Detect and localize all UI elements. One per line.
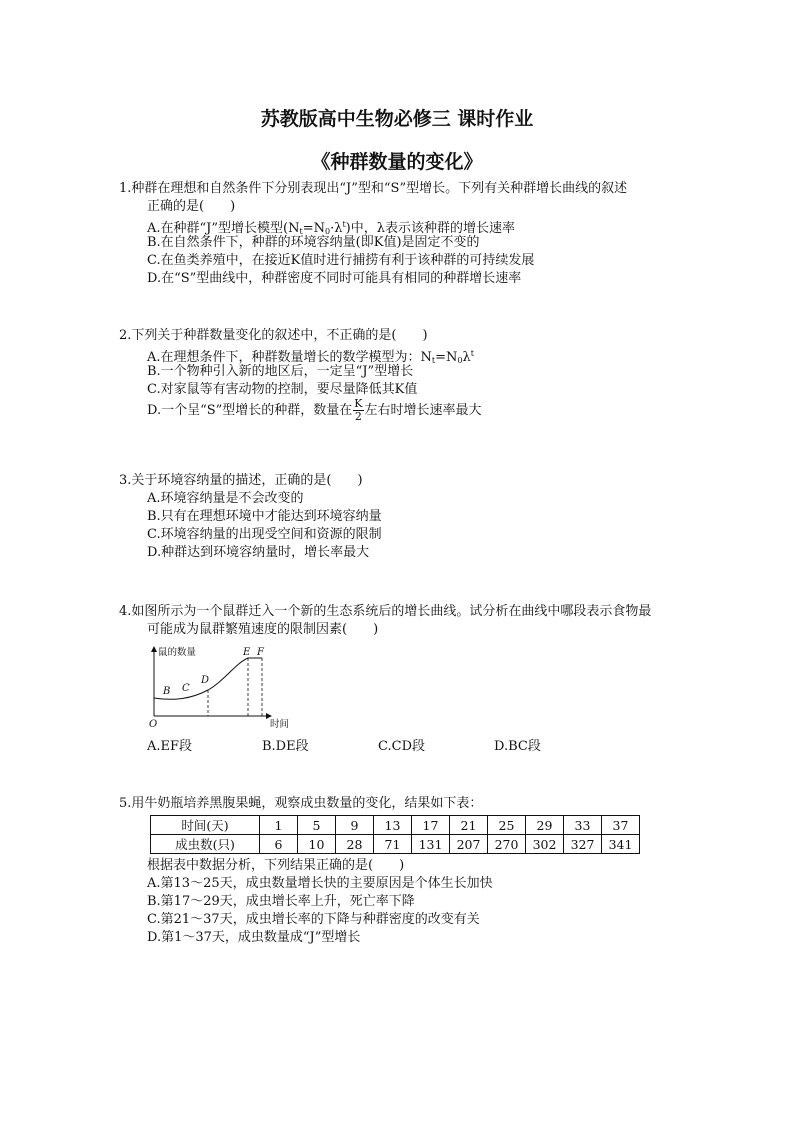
q1-option-b: B.在自然条件下，种群的环境容纳量(即K值)是固定不变的 [147,235,480,250]
table-cell: 71 [374,835,412,854]
origin-label: O [149,719,158,730]
q2-option-d: D.一个呈“S”型增长的种群，数量在 $\frac{K}{2}$ 左右时增长速率最大 [147,397,482,423]
table-header-counts: 成虫数(只) [151,835,260,854]
q1-stem: 1.种群在理想和自然条件下分别表现出“J”型和“S”型增长。下列有关种群增长曲线的叙述 [119,181,628,196]
fruitfly-data-table [150,815,640,854]
q3-option-c: C.环境容纳量的出现受空间和资源的限制 [147,527,382,542]
point-b-label: B [163,686,171,697]
q4-option-a: A.EF段 [147,739,193,754]
table-cell: 131 [412,835,450,854]
table-cell: 21 [450,816,488,835]
q5-option-b: B.第17～29天，成虫增长率上升，死亡率下降 [147,894,415,909]
table-cell: 33 [564,816,602,835]
q2-option-a: A.在理想条件下，种群数量增长的数学模型为：$N_t=N_0\lambda^t$ [147,349,474,365]
q2-option-b: B.一个物种引入新的地区后，一定呈“J”型增长 [147,364,414,379]
table-cell: 13 [374,816,412,835]
q5-stem: 5.用牛奶瓶培养黑腹果蝇，观察成虫数量的变化，结果如下表： [119,796,483,811]
point-e-label: E [243,647,251,658]
mouse-growth-curve-figure [146,643,296,731]
y-axis-label: 鼠的数量 [158,647,197,658]
table-cell: 5 [298,816,336,835]
q4-option-c: C.CD段 [378,739,425,754]
table-cell: 29 [526,816,564,835]
q3-option-d: D.种群达到环境容纳量时，增长率最大 [147,545,370,560]
page-subtitle: 《种群数量的变化》 [311,151,483,173]
q2-stem: 2.下列关于种群数量变化的叙述中，不正确的是( ) [119,328,428,343]
x-axis-label: 时间 [270,719,290,730]
q4-stem: 4.如图所示为一个鼠群迁入一个新的生态系统后的增长曲线。试分析在曲线中哪段表示食物最 [119,604,652,619]
k-over-2-fraction: $\frac{K}{2}$ [354,397,363,423]
q5-option-a: A.第13～25天，成虫数量增长快的主要原因是个体生长加快 [147,876,493,891]
point-f-label: F [257,647,264,658]
q3-option-b: B.只有在理想环境中才能达到环境容纳量 [147,509,382,524]
table-row-days [151,816,640,835]
table-cell: 25 [488,816,526,835]
q3-option-a: A.环境容纳量是不会改变的 [147,491,304,506]
table-cell: 37 [602,816,640,835]
table-cell: 10 [298,835,336,854]
q1-option-d: D.在“S”型曲线中，种群密度不同时可能具有相同的种群增长速率 [147,271,522,286]
q1-option-c: C.在鱼类养殖中，在接近K值时进行捕捞有利于该种群的可持续发展 [147,253,535,268]
table-header-days: 时间(天) [151,816,260,835]
table-cell: 207 [450,835,488,854]
q3-stem: 3.关于环境容纳量的描述，正确的是( ) [119,473,363,488]
q5-option-c: C.第21～37天，成虫增长率的下降与种群密度的改变有关 [147,912,480,927]
q4-stem-cont: 可能成为鼠群繁殖速度的限制因素( ) [147,622,379,637]
q4-option-b: B.DE段 [262,739,309,754]
q2-option-c: C.对家鼠等有害动物的控制，要尽量降低其K值 [147,382,418,397]
table-cell: 302 [526,835,564,854]
q5-option-d: D.第1～37天，成虫数量成“J”型增长 [147,930,361,945]
table-cell: 28 [336,835,374,854]
table-cell: 1 [260,816,298,835]
q5-analysis: 根据表中数据分析，下列结果正确的是( ) [147,858,405,873]
table-row-counts [151,835,640,854]
q1-stem-cont: 正确的是( ) [147,199,236,214]
table-cell: 9 [336,816,374,835]
point-c-label: C [182,683,190,694]
table-cell: 6 [260,835,298,854]
q4-option-d: D.BC段 [494,739,541,754]
page-title: 苏教版高中生物必修三 课时作业 [260,108,534,130]
q1-option-a: A.在种群“J”型增长模型$(N_t=N_0\cdot\lambda^t)$中，λ表示该种群的增长速率 [147,220,515,236]
point-d-label: D [201,675,210,686]
table-cell: 17 [412,816,450,835]
table-cell: 341 [602,835,640,854]
table-cell: 270 [488,835,526,854]
table-cell: 327 [564,835,602,854]
